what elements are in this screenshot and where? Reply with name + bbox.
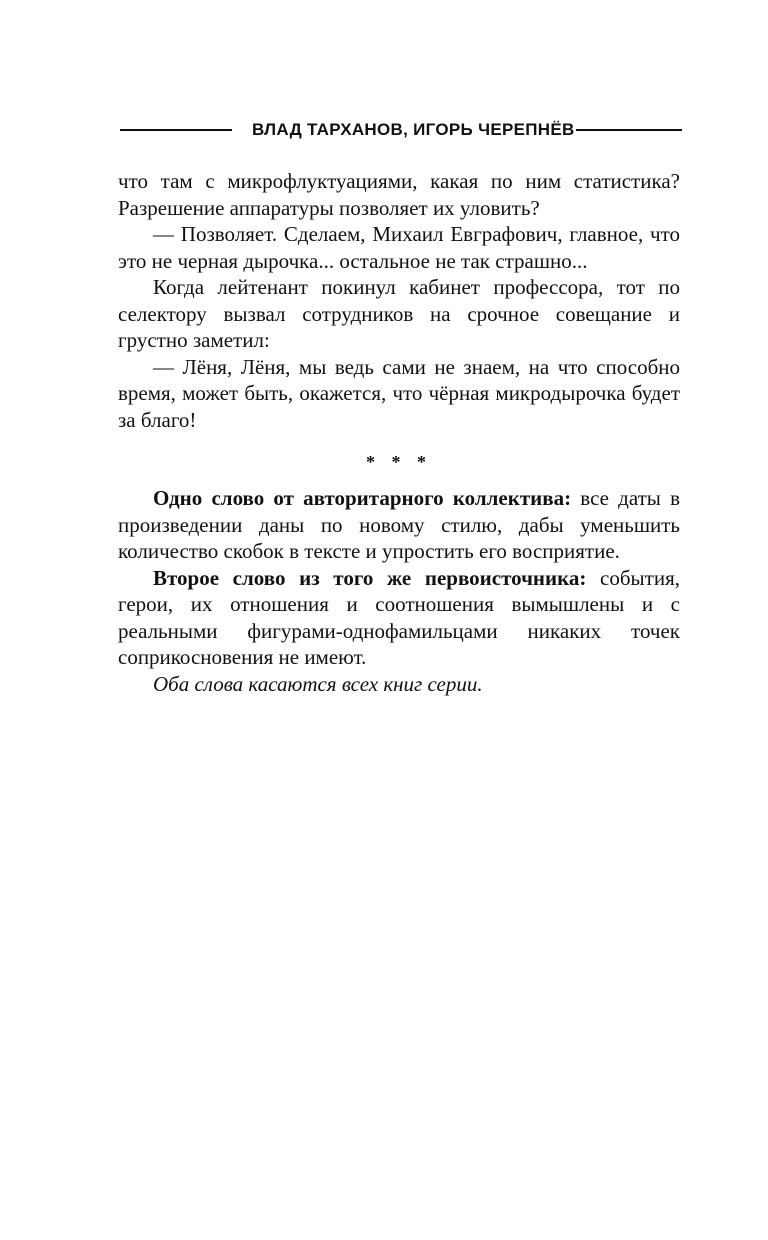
header-rule-right bbox=[576, 129, 682, 131]
running-head bbox=[120, 119, 682, 141]
paragraph-dialog-1: — Позволяет. Сделаем, Михаил Евграфович, главное, что это не черная дырочка... остальное не так страшно... bbox=[118, 222, 680, 273]
note-3-text: Оба слова касаются всех книг серии. bbox=[153, 671, 483, 696]
paragraph-dialog-2: — Лёня, Лёня, мы ведь сами не знаем, на что способно время, может быть, окажется, что чёрная микродырочка будет за благо! bbox=[118, 354, 680, 432]
paragraph-narration: Когда лейтенант покинул кабинет профессора, тот по селектору вызвал сотрудников на срочное совещание и грустно заметил: bbox=[118, 275, 680, 352]
authors-note bbox=[118, 485, 680, 697]
section-separator: * * * bbox=[366, 452, 432, 472]
header-rule-left bbox=[120, 129, 232, 131]
note-1-text: все даты в произведении даны по новому стилю, дабы уменьшить количество скобок в тексте и упростить его восприятие. bbox=[118, 486, 681, 563]
note-paragraph-3 bbox=[118, 671, 680, 698]
story-text bbox=[118, 168, 680, 433]
note-1-heading: Одно слово от авторитарного коллектива: bbox=[153, 486, 572, 510]
paragraph-continuation: что там с микрофлуктуациями, какая по ним статистика? Разрешение аппаратуры позволяет их уловить? bbox=[118, 169, 680, 220]
note-2-text: события, герои, их отношения и соотношения вымышлены и с реальными фигурами-однофамильцами никаких точек соприкосновения не имеют. bbox=[118, 565, 680, 669]
running-head-title: ВЛАД ТАРХАНОВ, ИГОРЬ ЧЕРЕПНЁВ bbox=[252, 120, 575, 139]
note-2-heading: Второе слово из того же первоисточника: bbox=[153, 565, 587, 590]
note-paragraph-2 bbox=[118, 565, 680, 671]
note-paragraph-1 bbox=[118, 485, 680, 565]
